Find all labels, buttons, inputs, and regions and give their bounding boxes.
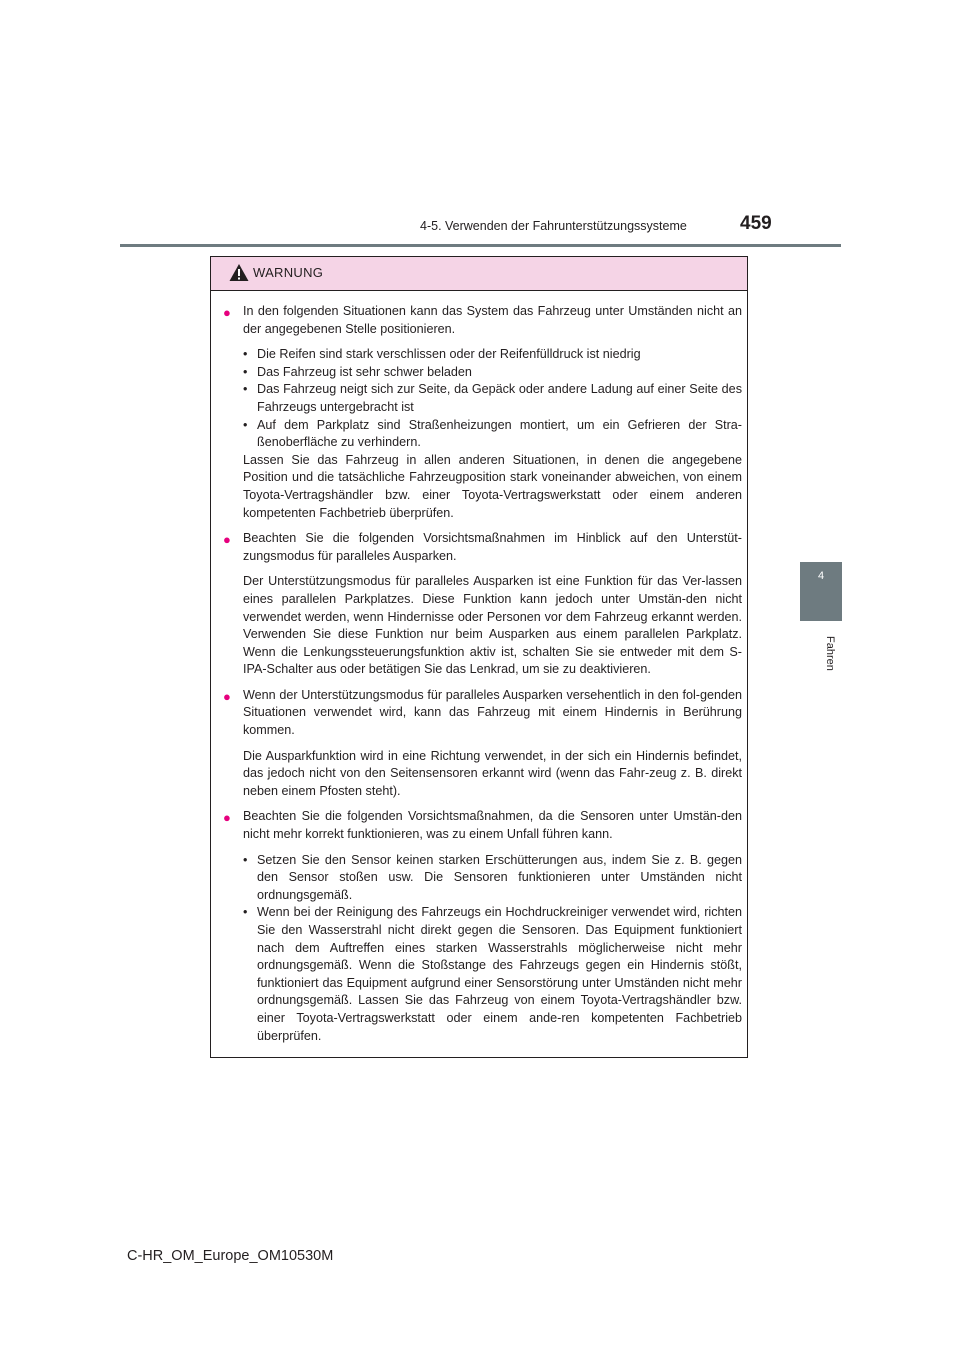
list-item: • Das Fahrzeug neigt sich zur Seite, da Gepäck oder andere Ladung auf einer Seite des Fahrzeugs untergebracht ist: [243, 382, 742, 414]
warning-title: WARNUNG: [253, 265, 324, 280]
item-text: In den folgenden Situationen kann das System das Fahrzeug unter Umständen nicht an der angegebenen Stelle positionieren.: [243, 304, 742, 336]
sub-list: [243, 852, 742, 1046]
header-section-title: 4-5. Verwenden der Fahrunterstützungssysteme: [420, 219, 687, 233]
list-item: • Das Fahrzeug ist sehr schwer beladen: [243, 364, 472, 379]
bullet-icon: ●: [223, 810, 231, 826]
list-item: • Setzen Sie den Sensor keinen starken Erschütterungen aus, indem Sie z. B. gegen den Sensor stoßen usw. Die Sensoren funktionieren unter Umständen nicht ordnungsgemäß.: [243, 852, 742, 902]
warning-triangle-icon: [229, 263, 249, 282]
footer-doc-id: C-HR_OM_Europe_OM10530M: [127, 1248, 334, 1264]
warning-box: [210, 256, 748, 1058]
item-detail: Die Ausparkfunktion wird in eine Richtung verwendet, in der sich ein Hindernis befindet, das jedoch nicht von den Seitensensoren erkannt wird (wenn das Fahr-zeug z. B. direkt neben einem Pfosten steht).: [243, 748, 742, 798]
sub-list: [243, 346, 742, 452]
item-detail: Der Unterstützungsmodus für paralleles Ausparken ist eine Funktion für das Ver-lassen eines parallelen Parkplatzes. Diese Funktion kann jedoch unter Umstän-den nicht verwendet werden, wenn Hindernisse oder Personen vor dem Fahrzeug erkannt werden. Verwenden Sie diese Funktion nur beim Ausparken aus einem parallelen Parkplatz. Wenn die Lenkungssteuerungsfunktion aktiv ist, schalten Sie sie entweder mit dem S-IPA-Schalter aus oder betätigen Sie das Lenkrad, um sie zu deaktivieren.: [243, 574, 742, 677]
item-text: Beachten Sie die folgenden Vorsichtsmaßnahmen im Hinblick auf den Unterstüt-zungsmodus für paralleles Ausparken.: [243, 531, 742, 563]
warning-item: [223, 303, 742, 522]
warning-item: [223, 687, 742, 801]
list-item: • Die Reifen sind stark verschlissen oder der Reifenfülldruck ist niedrig: [243, 347, 641, 362]
item-text: Beachten Sie die folgenden Vorsichtsmaßnahmen, da die Sensoren unter Umstän-den nicht mehr korrekt funktionieren, was zu einem Unfall führen kann.: [243, 809, 742, 842]
header-rule: [120, 244, 841, 247]
warning-item: [223, 808, 742, 1045]
warning-body: [211, 291, 747, 1045]
chapter-label: Fahren: [824, 636, 836, 671]
list-item: • Auf dem Parkplatz sind Straßenheizungen montiert, um ein Gefrieren der Stra-ßenoberfläche zu verhindern.: [243, 417, 742, 450]
chapter-number: 4: [817, 570, 825, 582]
warning-item: [223, 530, 742, 679]
list-item: • Wenn bei der Reinigung des Fahrzeugs ein Hochdruckreiniger verwendet wird, richten Sie den Wasserstrahl nicht direkt gegen die Sensoren. Das Equipment funktioniert nach dem Auftreffen eines starken Wasserstrahls möglicherweise nicht mehr ordnungsgemäß. Wenn die Stoßstange des Fahrzeugs gegen ein Hindernis stößt, funktioniert das Equipment aufgrund einer Sensorstörung unter Umständen nicht mehr ordnungsgemäß. Lassen Sie das Fahrzeug von einem Toyota-Vertragshändler bzw. einer Toyota-Vertragswerkstatt oder einem ande-ren kompetenten Fachbetrieb überprüfen.: [243, 905, 742, 1043]
page-number: 459: [740, 213, 772, 234]
chapter-tab: [800, 562, 842, 621]
warning-header: [211, 257, 747, 291]
bullet-icon: ●: [223, 532, 231, 548]
bullet-icon: ●: [223, 688, 231, 704]
item-note: Lassen Sie das Fahrzeug in allen anderen Situationen, in denen die angegebene Position und die tatsächliche Fahrzeugposition stark voneinander abweichen, von einem Toyota-Vertragshändler bzw. einer Toyota-Vertragswerkstatt oder einem anderen kompetenten Fachbetrieb überprüfen.: [243, 452, 742, 520]
bullet-icon: ●: [223, 305, 231, 320]
item-text: Wenn der Unterstützungsmodus für paralleles Ausparken versehentlich in den fol-genden Situationen verwendet wird, kann das Fahrzeug mit einem Hindernis in Berührung kommen.: [243, 687, 742, 738]
